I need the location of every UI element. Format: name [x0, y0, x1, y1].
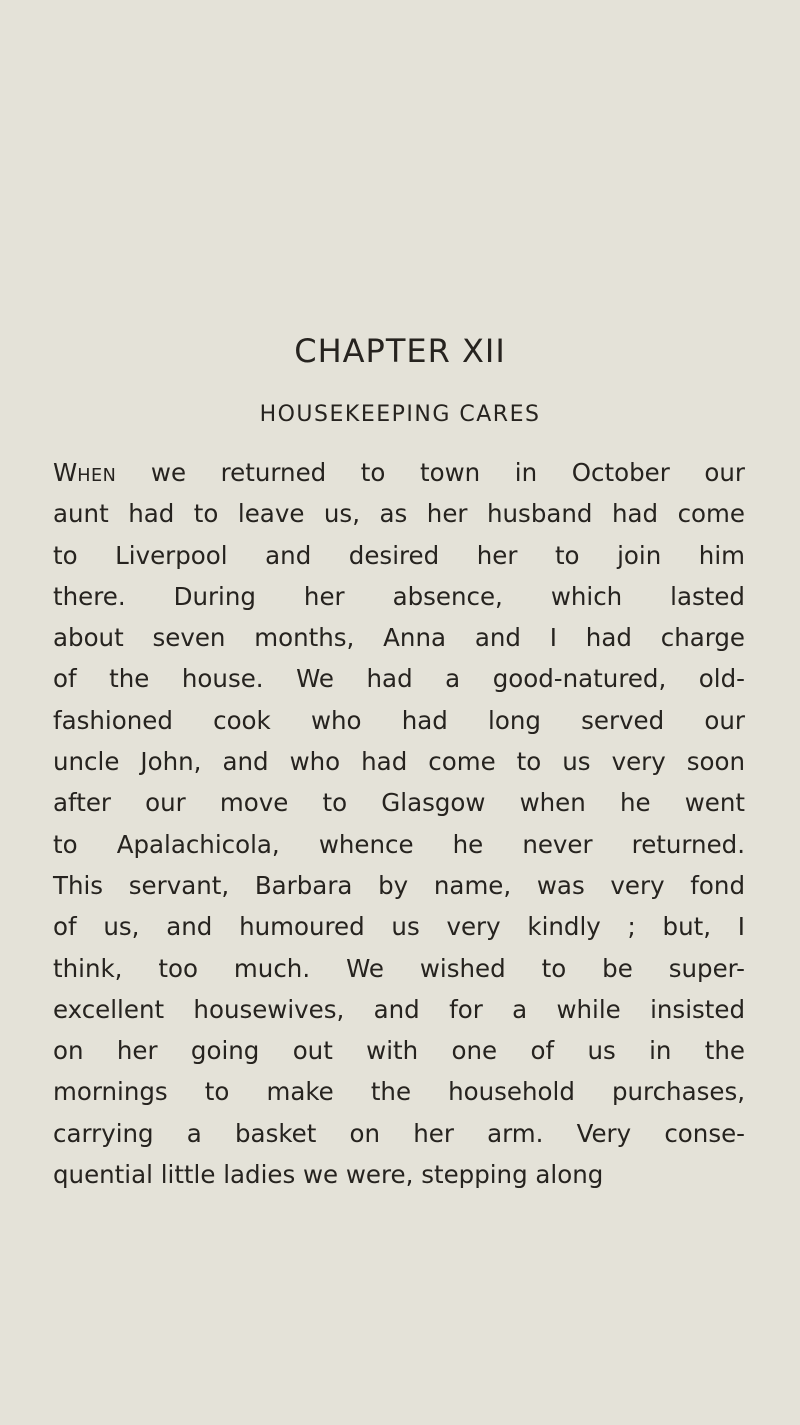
chapter-title: CHAPTER XII [294, 332, 506, 370]
text-line: carrying a basket on her arm. Very conse- [53, 1118, 745, 1148]
body-text [53, 452, 745, 1195]
opening-smallcaps: HEN [77, 466, 117, 486]
text-line: to Apalachicola, whence he never returned. [53, 829, 745, 859]
text-line: fashioned cook who had long served our [53, 705, 745, 735]
text-line: to Liverpool and desired her to join him [53, 540, 745, 570]
opening-rest: we returned to town in October our [116, 458, 745, 487]
text-line: of the house. We had a good-natured, old- [53, 664, 745, 694]
text-line: aunt had to leave us, as her husband had come [53, 499, 745, 529]
text-line: mornings to make the household purchases, [53, 1077, 745, 1107]
text-line: after our move to Glasgow when he went [53, 788, 745, 818]
text-line: quential little ladies we were, stepping along [53, 1160, 604, 1190]
text-line-opening [53, 452, 745, 493]
text-line: uncle John, and who had come to us very soon [53, 747, 745, 777]
text-line: on her going out with one of us in the [53, 1036, 745, 1066]
text-line: about seven months, Anna and I had charge [53, 623, 745, 653]
text-line: of us, and humoured us very kindly ; but, I [53, 912, 745, 942]
text-line: excellent housewives, and for a while insisted [53, 994, 745, 1024]
text-line: This servant, Barbara by name, was very fond [53, 870, 745, 900]
text-line: think, too much. We wished to be super- [53, 953, 745, 983]
opening-initial: W [53, 458, 78, 487]
text-line: there. During her absence, which lasted [53, 581, 745, 611]
section-title: HOUSEKEEPING CARES [259, 402, 541, 427]
